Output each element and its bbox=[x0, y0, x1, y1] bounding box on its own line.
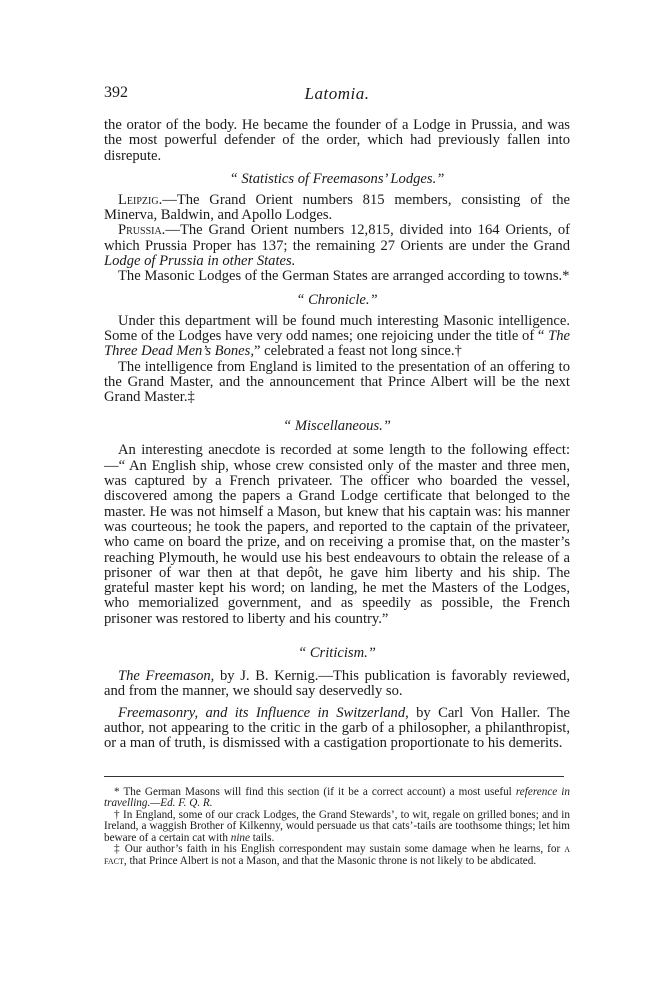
paragraph-chronicle-2: The intelligence from England is limited to the presentation of an offering to the Grand Master, and the announcement that Prince Albert will be the next Grand Master.‡ bbox=[104, 358, 570, 406]
chronicle-text-a: Under this department will be found much interesting Masonic intelligence. Some of the Lodges have very odd names; one rejoicing under the title of “ bbox=[104, 312, 570, 344]
label-prussia: Prussia. bbox=[118, 222, 166, 239]
heading-statistics: “ Statistics of Freemasons’ Lodges.” bbox=[229, 170, 445, 187]
text-leipzig: —The Grand Orient numbers 815 members, consisting of the Minerva, Baldwin, and Apollo Lodges. bbox=[104, 191, 570, 224]
paragraph-miscellaneous: An interesting anecdote is recorded at some length to the following effect:—“ An English ship, whose crew consisted only of the master and three men, was captured by a French privateer. The officer who boarded the vessel, discovered among the papers a Grand Lodge certificate that belonged to the master. He was not himself a Mason, but knew that his captain was: his manner was courteous; he took the papers, and reported to the captain of the privateer, who came on board the prize, and on receiving a promise that, on the master’s reaching Plymouth, he would use his best endeavours to obtain the release of a prisoner of war then at that depôt, he gave him liberty and his ship. The grateful master kept his word; on landing, he met the Masters of the Lodges, who memorialized government, and as speedily as possible, the French prisoner was restored to liberty and his country.” bbox=[104, 442, 570, 627]
review-2-title: Freemasonry, and its Influence in Switzerland, bbox=[118, 704, 409, 721]
paragraph-review-1 bbox=[104, 669, 570, 700]
footnote-3-text-a: ‡ Our author’s faith in his English correspondent may sustain some damage when he learns, for bbox=[114, 843, 565, 856]
footnote-divider bbox=[104, 776, 564, 777]
footnote-1 bbox=[104, 787, 570, 810]
footnote-1-italic: reference in travelling.—Ed. F. Q. R. bbox=[104, 785, 571, 810]
paragraph-chronicle-1 bbox=[104, 314, 570, 360]
review-2-text: by Carl Von Haller. The author, not appearing to the critic in the garb of a philosopher, a philanthropist, or a man of truth, is dismissed with a castigation proportionate to his demerits. bbox=[104, 704, 570, 752]
footnote-2 bbox=[104, 810, 570, 845]
footnote-1-text: * The German Masons will find this section (if it be a correct account) a most useful bbox=[114, 785, 516, 798]
footnote-3 bbox=[104, 844, 570, 867]
text-prussia: —The Grand Orient numbers 12,815, divided into 164 Orients, of which Prussia Proper has 137; the remaining 27 Orients are under the Grand bbox=[104, 222, 570, 254]
heading-miscellaneous: “ Miscellaneous.” bbox=[283, 418, 391, 435]
intro-paragraph: the orator of the body. He became the founder of a Lodge in Prussia, and was the most powerful defender of the order, which had previously fallen into disrepute. bbox=[104, 117, 570, 164]
footnote-3-text-b: , that Prince Albert is not a Mason, and that the Masonic throne is not likely to be abdicated. bbox=[123, 855, 537, 868]
running-title: Latomia. bbox=[304, 84, 370, 103]
text-prussia-italic: Lodge of Prussia in other States. bbox=[104, 253, 296, 270]
paragraph-leipzig bbox=[104, 193, 570, 224]
paragraph-prussia bbox=[104, 223, 570, 269]
review-1-text: by J. B. Kernig.—This publication is favorably reviewed, and from the manner, we should say deservedly so. bbox=[104, 668, 570, 700]
heading-criticism: “ Criticism.” bbox=[298, 645, 376, 662]
book-page bbox=[104, 84, 570, 868]
footnote-2-italic: nine bbox=[230, 831, 250, 844]
footnote-3-smallcaps: a fact bbox=[104, 843, 570, 868]
footnote-2-text-a: † In England, some of our crack Lodges, the Grand Stewards’, to wit, regale on grilled bones; and in Ireland, a waggish Brother of Kilkenny, would persuade us that cats’-tails are toothsome things; let him beware of a certain cat with bbox=[104, 808, 570, 844]
chronicle-text-b: ” celebrated a feast not long since.† bbox=[253, 343, 462, 360]
heading-chronicle: “ Chronicle.” bbox=[296, 291, 378, 308]
footnote-2-text-b: tails. bbox=[250, 831, 275, 844]
label-leipzig: Leipzig. bbox=[118, 191, 163, 208]
running-head bbox=[104, 84, 570, 106]
paragraph-arrangement: The Masonic Lodges of the German States are arranged according to towns.* bbox=[118, 268, 570, 285]
review-1-title: The Freemason, bbox=[118, 668, 215, 685]
page-number: 392 bbox=[104, 84, 128, 101]
paragraph-review-2 bbox=[104, 706, 570, 752]
lodge-name-italic: The Three Dead Men’s Bones, bbox=[104, 327, 570, 360]
